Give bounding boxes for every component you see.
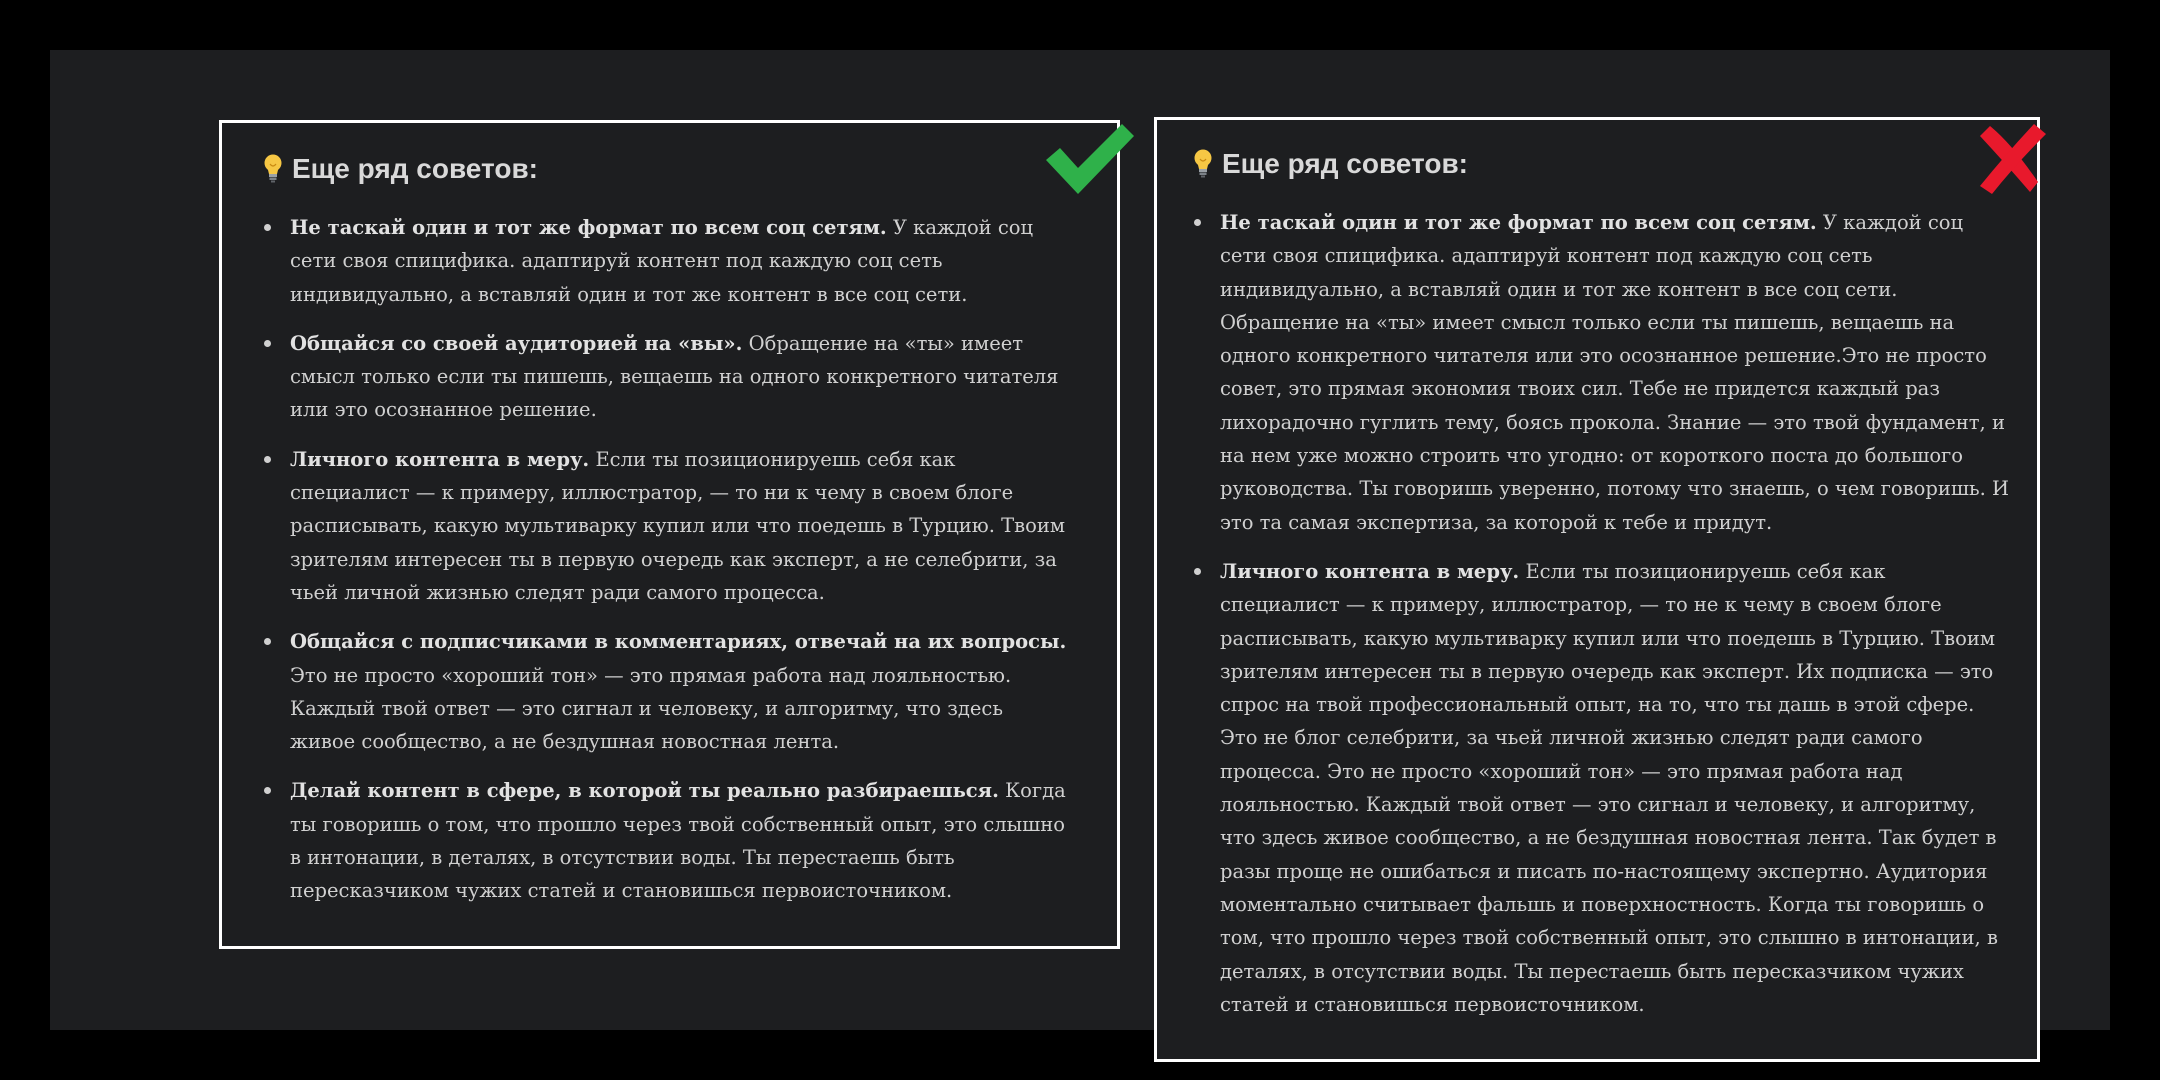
tip-heading: Не таскай один и тот же формат по всем соц сетям.	[1220, 211, 1817, 234]
tip-heading: Общайся со своей аудиторией на «вы».	[290, 331, 743, 355]
tip-body: У каждой соц сети своя спицифика. адаптируй контент под каждую соц сеть индивидуально, а вставляй один и тот же контент в все соц сети.	[290, 216, 1034, 306]
panel-title	[262, 153, 538, 185]
list-item	[290, 443, 1070, 609]
tip-heading: Общайся с подписчиками в комментариях, отвечай на их вопросы.	[290, 630, 1067, 654]
lightbulb-icon	[262, 153, 284, 185]
panel-title	[1192, 148, 1468, 180]
tip-body: Обращение на «ты» имеет смысл только если ты пишешь, вещаешь на одного конкретного читателя или это осознанное решение.	[290, 331, 1059, 422]
check-mark-icon	[1040, 118, 1138, 198]
tip-heading: Не таскай один и тот же формат по всем соц сетям.	[290, 216, 887, 239]
tip-heading: Делай контент в сфере, в которой ты реально разбираешься.	[290, 779, 999, 803]
tip-body: Если ты позиционируешь себя как специалист — к примеру, иллюстратор, — то ни к чему в своем блоге расписывать, какую мультиварку купил или что поедешь в Турцию. Твоим зрителям интересен ты в первую очередь как эксперт, а не селебрити, за чьей личной жизнью следят ради самого процесса.	[290, 447, 1066, 604]
tip-body: У каждой соц сети своя спицифика. адаптируй контент под каждую соц сеть индивидуально, а вставляй один и тот же контент в все соц сети. Обращение на «ты» имеет смысл только если ты пишешь, вещаешь на одного конкретного читателя или это осознанное решение.Это не просто совет, это прямая экономия твоих сил. Тебе не придется каждый раз лихорадочно гуглить тему, боясь прокола. Знание — это твой фундамент, и на нем уже можно строить что угодно: от короткого поста до большого руководства. Ты говоришь уверенно, потому что знаешь, о чем говоришь. И это та самая экспертиза, за которой к тебе и придут.	[1220, 211, 2009, 534]
tip-heading: Личного контента в меру.	[290, 447, 590, 471]
tips-list	[1220, 206, 2010, 1037]
list-item	[290, 327, 1070, 427]
tip-heading: Личного контента в меру.	[1220, 559, 1520, 583]
list-item	[1220, 555, 2010, 1021]
good-example-panel	[219, 120, 1120, 949]
list-item	[290, 211, 1070, 311]
tips-list	[290, 211, 1070, 924]
tip-body: Это не просто «хороший тон» — это прямая работа над лояльностью. Каждый твой ответ — это сигнал и человеку, и алгоритму, что здесь живое сообщество, а не бездушная новостная лента.	[290, 663, 1012, 754]
panel-title-text: Еще ряд советов:	[292, 153, 538, 184]
list-item	[290, 625, 1070, 758]
comparison-canvas	[50, 50, 2110, 1030]
tip-body: Если ты позиционируешь себя как специалист — к примеру, иллюстратор, — то не к чему в своем блоге расписывать, какую мультиварку купил или что поедешь в Турцию. Твоим зрителям интересен ты в первую очередь как эксперт. Их подписка — это спрос на твой профессиональный опыт, на то, что ты дашь в этой сфере. Это не блог селебрити, за чьей личной жизнью следят ради самого процесса. Это не просто «хороший тон» — это прямая работа над лояльностью. Каждый твой ответ — это сигнал и человеку, и алгоритму, что здесь живое сообщество, а не бездушная новостная лента. Так будет в разы проще не ошибаться и писать по-настоящему экспертно. Аудитория моментально считывает фальшь и поверхностность. Когда ты говоришь о том, что прошло через твой собственный опыт, это слышно в интонации, в деталях, в отсутствии воды. Ты перестаешь быть пересказчиком чужих статей и становишься первоисточником.	[1220, 559, 1998, 1016]
tip-body: Когда ты говоришь о том, что прошло через твой собственный опыт, это слышно в интонации, в деталях, в отсутствии воды. Ты перестаешь быть пересказчиком чужих статей и становишься первоисточником.	[290, 779, 1066, 903]
cross-mark-icon	[1972, 122, 2052, 198]
list-item	[290, 774, 1070, 907]
lightbulb-icon	[1192, 148, 1214, 180]
bad-example-panel	[1154, 117, 2040, 1062]
panel-title-text: Еще ряд советов:	[1222, 148, 1468, 179]
list-item	[1220, 206, 2010, 539]
